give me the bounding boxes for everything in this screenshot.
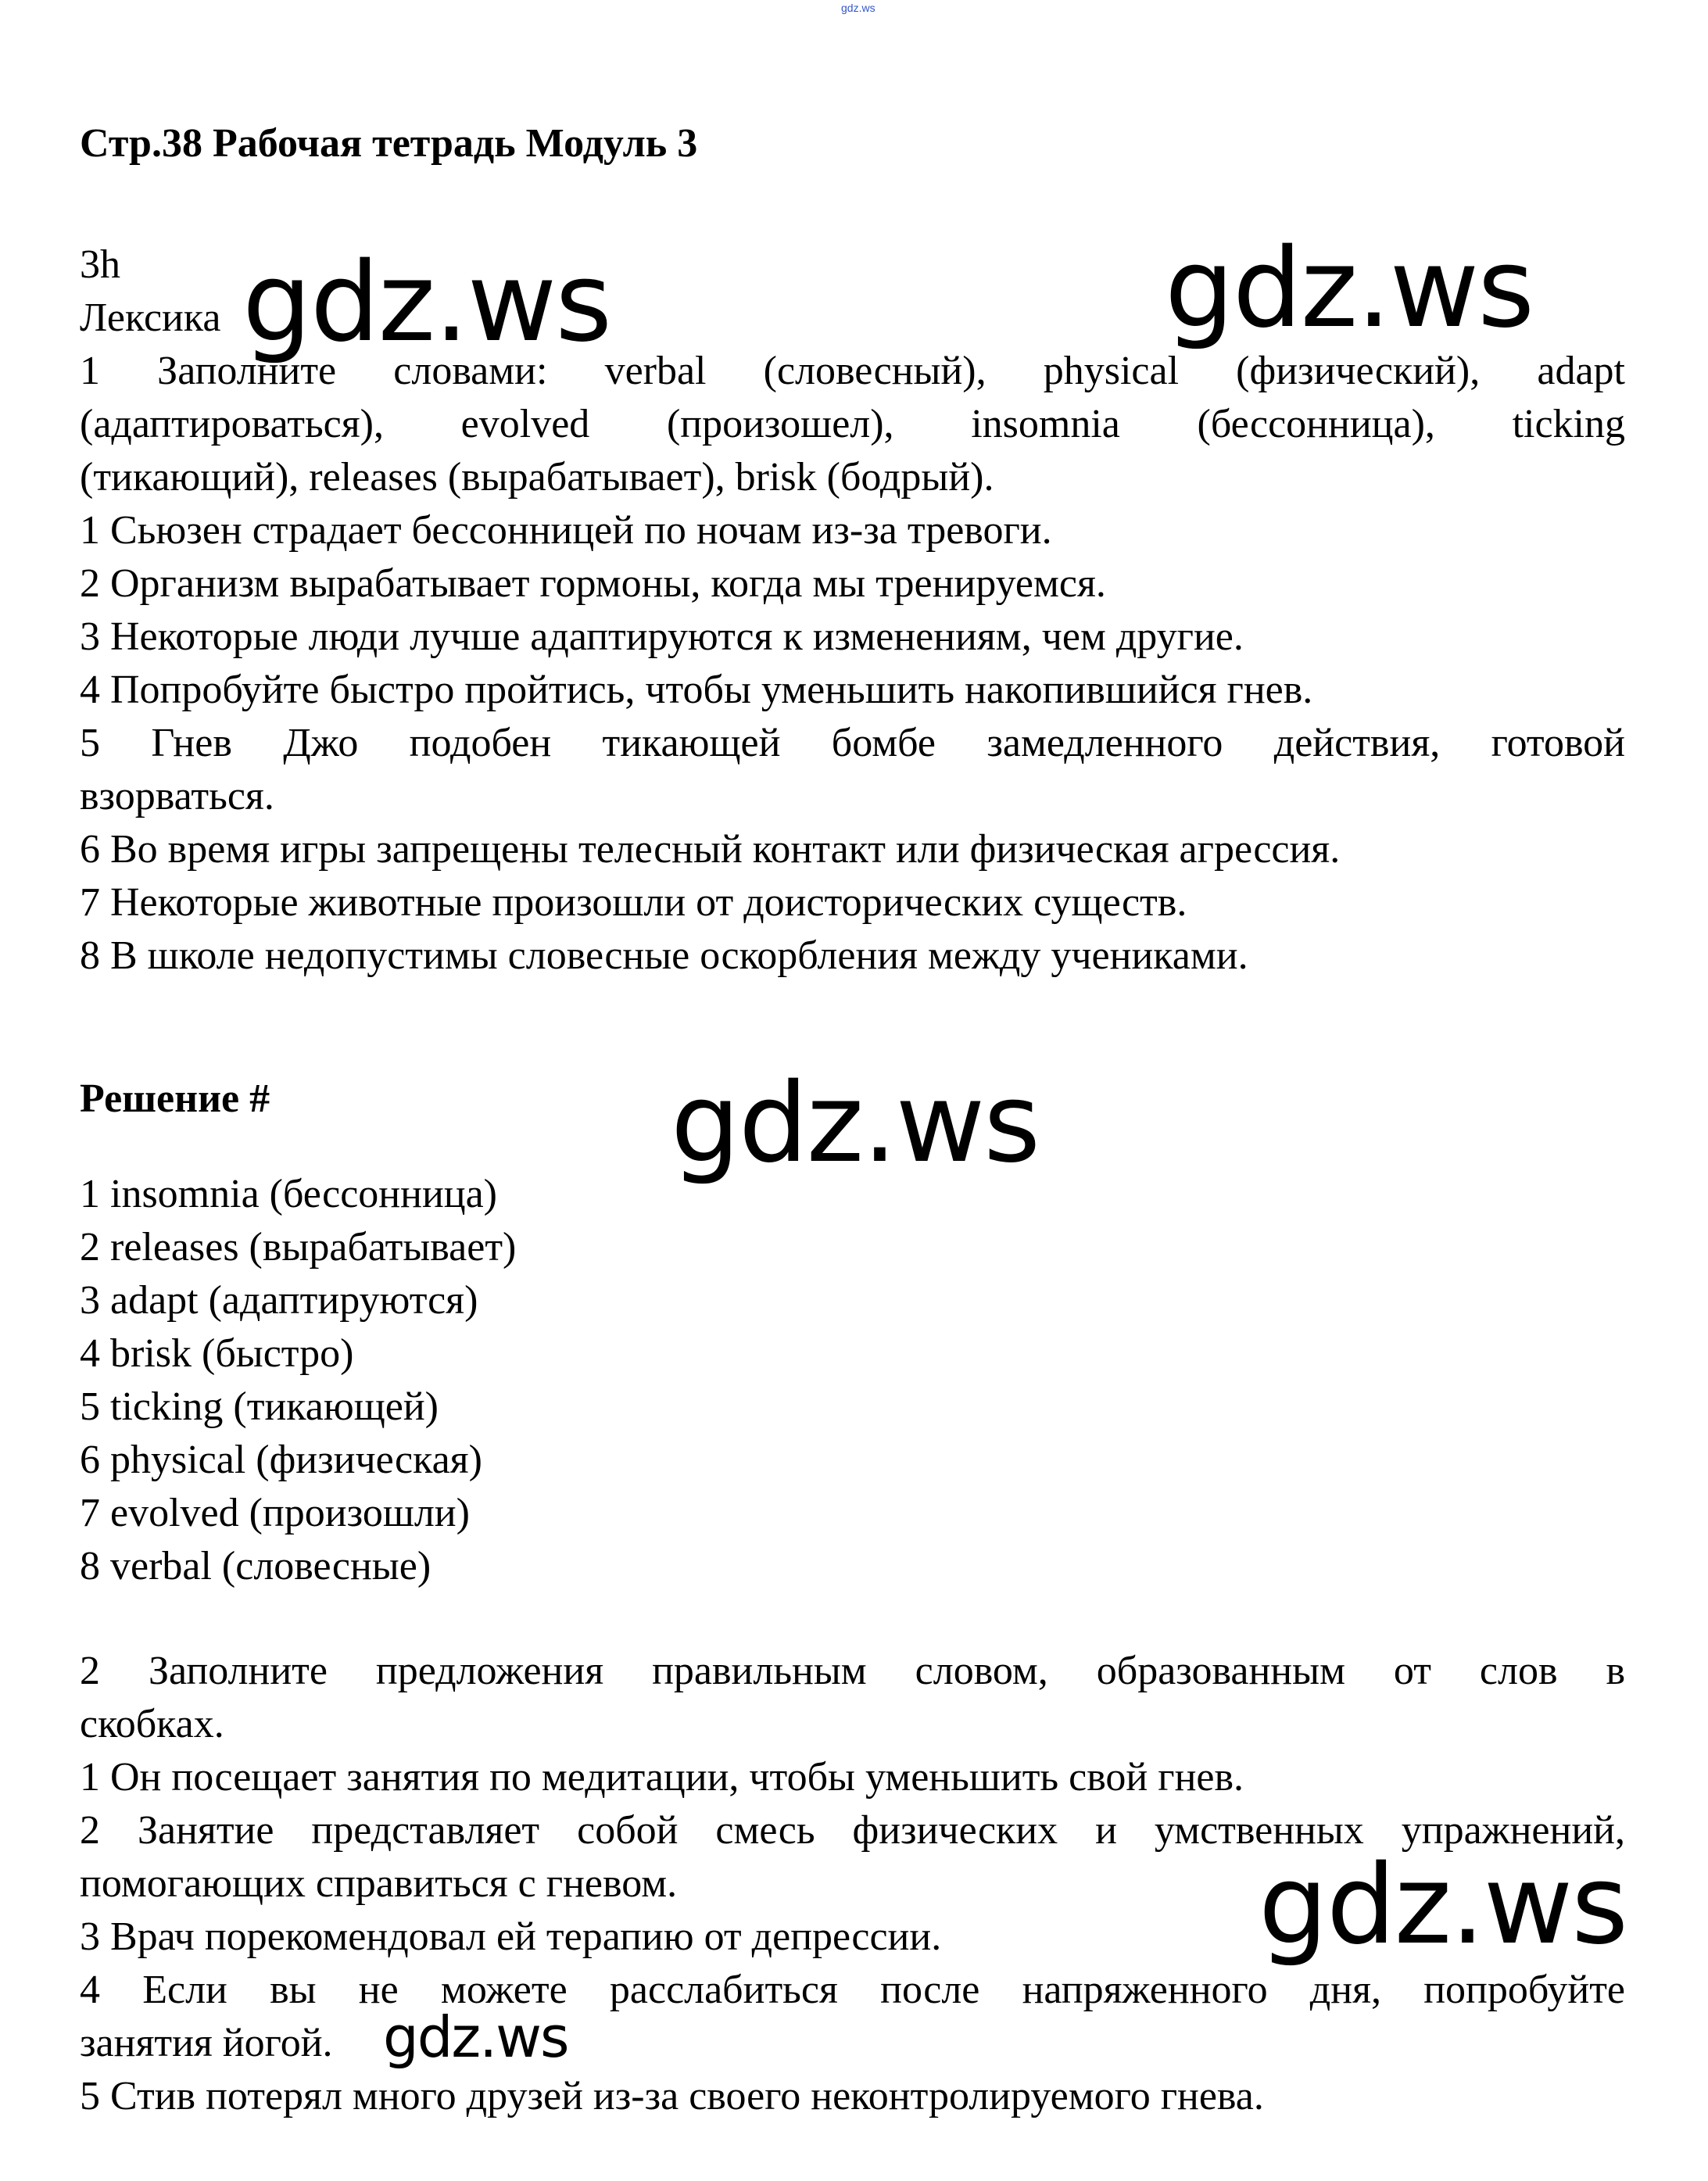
- exercise-1-item: 1 Сьюзен страдает бессонницей по ночам из-за тревоги.: [80, 508, 1052, 553]
- exercise-1-task-line: (тикающий), releases (вырабатывает), brisk (бодрый).: [80, 455, 994, 500]
- watermark: gdz.ws: [1165, 225, 1534, 353]
- watermark: gdz.ws: [1259, 1842, 1627, 1969]
- answer-item: 5 ticking (тикающей): [80, 1384, 439, 1429]
- exercise-2-line: 2 Занятие представляет собой смесь физических и умственных упражнений,: [80, 1808, 1625, 1853]
- section-name: Лексика: [80, 295, 221, 340]
- answer-item: 8 verbal (словесные): [80, 1544, 431, 1588]
- exercise-2-line: 4 Если вы не можете расслабиться после напряженного дня, попробуйте: [80, 1968, 1625, 2012]
- answer-item: 3 adapt (адаптируются): [80, 1278, 478, 1323]
- watermark: gdz.ws: [671, 1060, 1040, 1187]
- exercise-1-item: 2 Организм вырабатывает гормоны, когда мы тренируемся.: [80, 561, 1106, 606]
- answer-item: 1 insomnia (бессонница): [80, 1172, 497, 1216]
- exercise-1-item: 5 Гнев Джо подобен тикающей бомбе замедленного действия, готовой: [80, 721, 1625, 765]
- exercise-1-item: 4 Попробуйте быстро пройтись, чтобы уменьшить накопившийся гнев.: [80, 668, 1313, 712]
- answer-item: 6 physical (физическая): [80, 1438, 482, 1482]
- answer-item: 4 brisk (быстро): [80, 1331, 354, 1376]
- section-code: 3h: [80, 242, 120, 287]
- exercise-1-task-line: (адаптироваться), evolved (произошел), insomnia (бессонница), ticking: [80, 402, 1625, 446]
- answer-item: 2 releases (вырабатывает): [80, 1225, 517, 1270]
- exercise-1-item: 6 Во время игры запрещены телесный контакт или физическая агрессия.: [80, 827, 1341, 872]
- exercise-2-line: занятия йогой.: [80, 2021, 333, 2065]
- exercise-2-line: 3 Врач порекомендовал ей терапию от депрессии.: [80, 1914, 942, 1959]
- solution-heading: Решение #: [80, 1076, 270, 1121]
- exercise-2-line: скобках.: [80, 1702, 224, 1746]
- watermark: gdz.ws: [383, 2004, 568, 2070]
- exercise-1-item: 7 Некоторые животные произошли от доисторических существ.: [80, 880, 1187, 925]
- exercise-1: [80, 345, 1625, 983]
- exercise-1-item: взорваться.: [80, 774, 274, 818]
- top-site-mark: gdz.ws: [841, 2, 875, 14]
- exercise-2-line: 5 Стив потерял много друзей из-за своего неконтролируемого гнева.: [80, 2074, 1264, 2118]
- exercise-2-line: 1 Он посещает занятия по медитации, чтобы уменьшить свой гнев.: [80, 1755, 1244, 1800]
- exercise-1-task-line: 1 Заполните словами: verbal (словесный), physical (физический), adapt: [80, 349, 1625, 393]
- exercise-1-item: 8 В школе недопустимы словесные оскорбления между учениками.: [80, 933, 1248, 978]
- exercise-1-item: 3 Некоторые люди лучше адаптируются к изменениям, чем другие.: [80, 614, 1244, 659]
- exercise-2-line: помогающих справиться с гневом.: [80, 1861, 678, 1906]
- exercise-2-line: 2 Заполните предложения правильным словом, образованным от слов в: [80, 1649, 1625, 1693]
- page-title: Стр.38 Рабочая тетрадь Модуль 3: [80, 121, 698, 166]
- answer-item: 7 evolved (произошли): [80, 1491, 470, 1535]
- solution-answers: [80, 1168, 1625, 1593]
- watermark: gdz.ws: [242, 239, 611, 367]
